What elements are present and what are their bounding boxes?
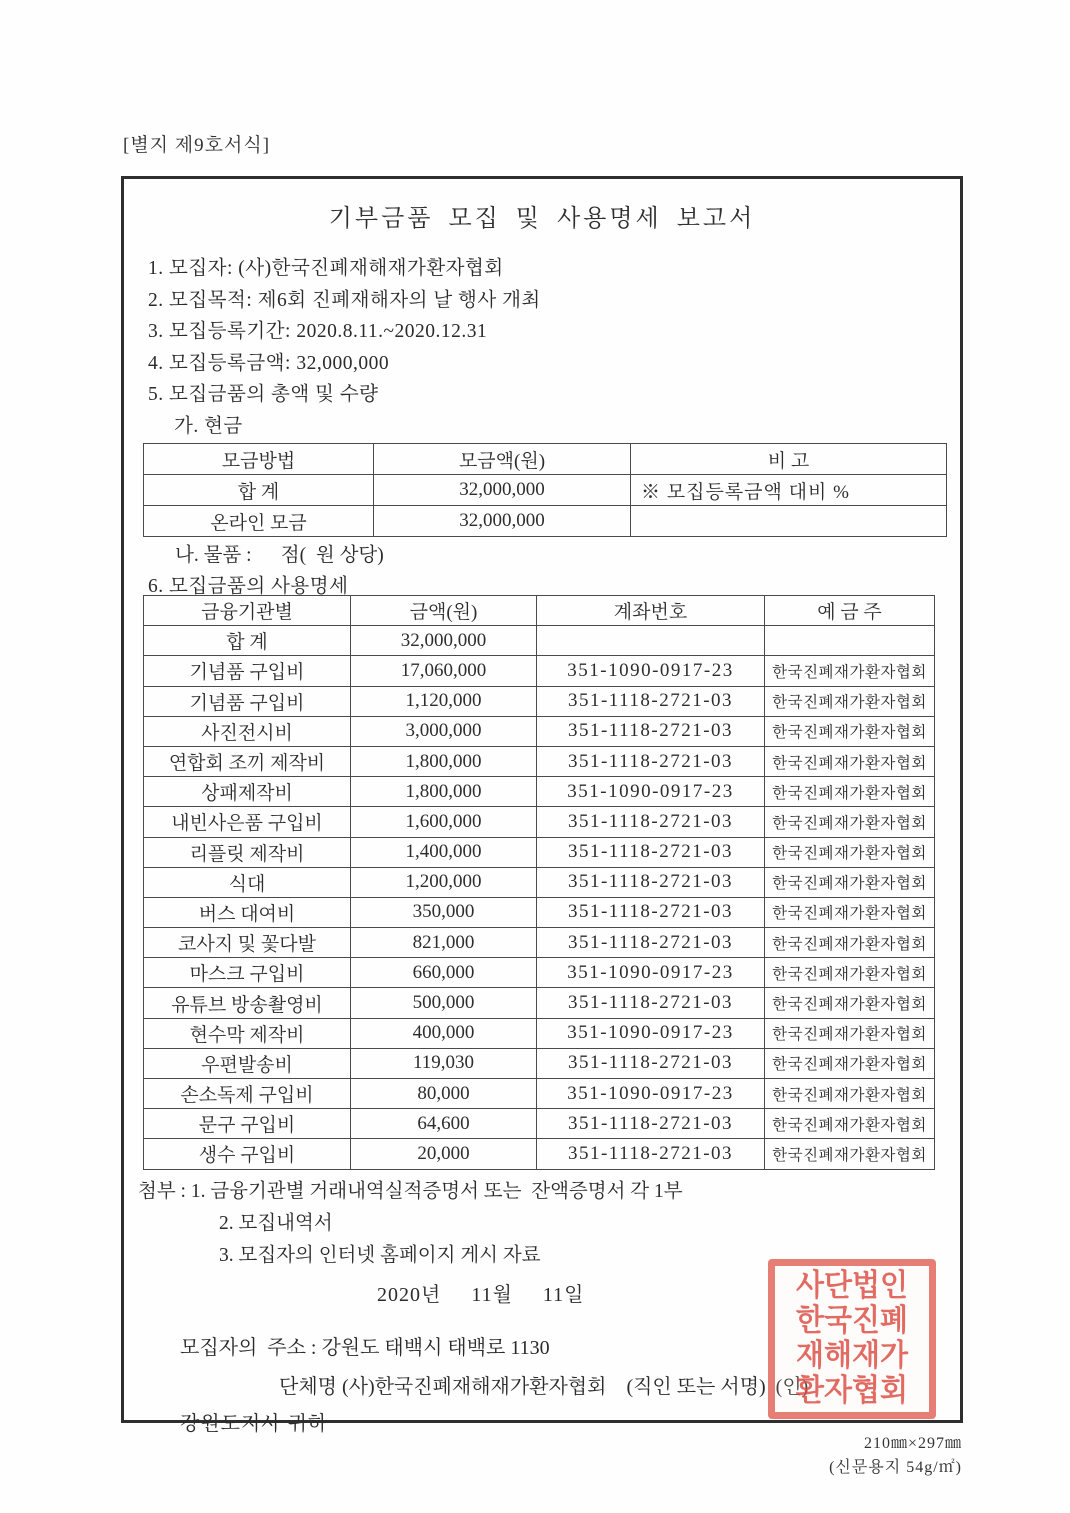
attachment-line-3: 3. 모집자의 인터넷 홈페이지 게시 자료 (219, 1245, 541, 1266)
header-financial-institution: 금융기관별 (144, 596, 351, 626)
recipient-line: 강원도지사 귀하 (180, 1413, 329, 1435)
table-cell: 1,120,000 (351, 686, 537, 716)
organization-seal-stamp (768, 1259, 936, 1419)
table-row (144, 1079, 935, 1109)
table-cell: 351-1118-2721-03 (537, 1048, 765, 1078)
paper-weight: (신문용지 54g/㎡) (829, 1459, 962, 1476)
table-row (144, 988, 935, 1018)
table-cell: 한국진폐재가환자협회 (765, 897, 935, 927)
table-cell: 64,600 (351, 1109, 537, 1139)
seal-text-row: 환자협회 (795, 1374, 909, 1408)
table-cell: 351-1090-0917-23 (537, 656, 765, 686)
table-cell: 합 계 (144, 475, 374, 506)
table-row (144, 686, 935, 716)
table-cell: 한국진폐재가환자협회 (765, 716, 935, 746)
table-cell: 한국진폐재가환자협회 (765, 1139, 935, 1169)
organization-name-line: 단체명 (사)한국진폐재해재가환자협회 (직인 또는 서명) (인) (279, 1376, 809, 1398)
table-cell: 한국진폐재가환자협회 (765, 1079, 935, 1109)
table-cell: 한국진폐재가환자협회 (765, 988, 935, 1018)
table-cell: 1,800,000 (351, 777, 537, 807)
usage-detail-table (143, 595, 935, 1170)
table-cell: 400,000 (351, 1018, 537, 1048)
table-cell: 현수막 제작비 (144, 1018, 351, 1048)
table-cell: 351-1090-0917-23 (537, 958, 765, 988)
table-cell: 사진전시비 (144, 716, 351, 746)
table-cell: 우편발송비 (144, 1048, 351, 1078)
table-cell: 문구 구입비 (144, 1109, 351, 1139)
table-row (144, 777, 935, 807)
cash-collection-table (143, 443, 947, 537)
table-row (144, 626, 935, 656)
table-header-row (144, 596, 935, 626)
header-remarks: 비 고 (631, 444, 947, 475)
seal-text-row: 한국진폐 (795, 1304, 909, 1338)
table-cell: 1,800,000 (351, 746, 537, 776)
attachment-line-1: 첨부 : 1. 금융기관별 거래내역실적증명서 또는 잔액증명서 각 1부 (138, 1181, 683, 1202)
table-cell: 351-1118-2721-03 (537, 686, 765, 716)
table-cell: 351-1118-2721-03 (537, 1109, 765, 1139)
table-cell: 351-1118-2721-03 (537, 716, 765, 746)
numbered-items (148, 253, 541, 442)
table-cell (631, 506, 947, 537)
table-row (144, 475, 947, 506)
table-cell: 한국진폐재가환자협회 (765, 958, 935, 988)
table-cell: 1,400,000 (351, 837, 537, 867)
table-row (144, 1018, 935, 1048)
table-cell (537, 626, 765, 656)
header-account-number: 계좌번호 (537, 596, 765, 626)
table-cell: 119,030 (351, 1048, 537, 1078)
table-cell: 상패제작비 (144, 777, 351, 807)
table-cell: 500,000 (351, 988, 537, 1018)
table-cell: 한국진폐재가환자협회 (765, 656, 935, 686)
table-row (144, 1139, 935, 1169)
document-border-box (121, 176, 963, 1435)
header-account-holder: 예 금 주 (765, 596, 935, 626)
table-cell: 32,000,000 (374, 506, 631, 537)
attachment-line-2: 2. 모집내역서 (219, 1213, 333, 1234)
cash-sub-label: 가. 현금 (174, 415, 243, 437)
table-cell: 식대 (144, 867, 351, 897)
table-cell: 한국진폐재가환자협회 (765, 1018, 935, 1048)
item-registration-period: 3. 모집등록기간: 2020.8.11.~2020.12.31 (148, 321, 488, 342)
table-cell: 한국진폐재가환자협회 (765, 1048, 935, 1078)
table-cell: 생수 구입비 (144, 1139, 351, 1169)
table-cell (765, 626, 935, 656)
document-title: 기부금품 모집 및 사용명세 보고서 (328, 206, 756, 232)
table-cell: 351-1118-2721-03 (537, 807, 765, 837)
table-row (144, 837, 935, 867)
table-cell: 기념품 구입비 (144, 656, 351, 686)
table-cell: 351-1118-2721-03 (537, 837, 765, 867)
attachments-list (138, 1176, 683, 1272)
table-cell: 한국진폐재가환자협회 (765, 867, 935, 897)
table-cell: 351-1118-2721-03 (537, 867, 765, 897)
collector-address: 모집자의 주소 : 강원도 태백시 태백로 1130 (180, 1337, 550, 1359)
table-cell: 1,600,000 (351, 807, 537, 837)
table-cell: 한국진폐재가환자협회 (765, 1109, 935, 1139)
table-cell: 351-1090-0917-23 (537, 1018, 765, 1048)
table-row (144, 656, 935, 686)
table-row (144, 506, 947, 537)
table-row (144, 1109, 935, 1139)
table-header-row (144, 444, 947, 475)
table-cell: 351-1118-2721-03 (537, 897, 765, 927)
table-cell: 유튜브 방송촬영비 (144, 988, 351, 1018)
table-row (144, 1048, 935, 1078)
table-cell: 80,000 (351, 1079, 537, 1109)
table-cell: 합 계 (144, 626, 351, 656)
table-cell: 한국진폐재가환자협회 (765, 928, 935, 958)
table-cell: 351-1118-2721-03 (537, 928, 765, 958)
table-cell: 버스 대여비 (144, 897, 351, 927)
table-cell: 코사지 및 꽃다발 (144, 928, 351, 958)
table-cell: 351-1118-2721-03 (537, 746, 765, 776)
table-row (144, 746, 935, 776)
table-cell: 351-1118-2721-03 (537, 988, 765, 1018)
table-cell: 기념품 구입비 (144, 686, 351, 716)
table-cell: 온라인 모금 (144, 506, 374, 537)
paper-spec-note (829, 1432, 962, 1480)
table-cell: 한국진폐재가환자협회 (765, 746, 935, 776)
table-row (144, 897, 935, 927)
item-purpose: 2. 모집목적: 제6회 진폐재해자의 날 행사 개최 (148, 289, 541, 311)
usage-section-label: 6. 모집금품의 사용명세 (148, 576, 349, 597)
seal-text-row: 재해재가 (795, 1339, 909, 1373)
header-collected-amount: 모금액(원) (374, 444, 631, 475)
table-cell: 351-1118-2721-03 (537, 1139, 765, 1169)
table-cell: 내빈사은품 구입비 (144, 807, 351, 837)
table-cell: 660,000 (351, 958, 537, 988)
table-cell: 3,000,000 (351, 716, 537, 746)
table-cell: 32,000,000 (351, 626, 537, 656)
table-cell: 17,060,000 (351, 656, 537, 686)
item-total-quantity: 5. 모집금품의 총액 및 수량 (148, 384, 379, 405)
seal-text-row: 사단법인 (795, 1269, 909, 1303)
table-cell: ※ 모집등록금액 대비 % (631, 475, 947, 506)
item-registration-amount: 4. 모집등록금액: 32,000,000 (148, 352, 390, 374)
table-cell: 한국진폐재가환자협회 (765, 686, 935, 716)
table-row (144, 928, 935, 958)
table-cell: 한국진폐재가환자협회 (765, 807, 935, 837)
item-collector: 1. 모집자: (사)한국진폐재해재가환자협회 (148, 258, 504, 279)
table-cell: 연합회 조끼 제작비 (144, 746, 351, 776)
report-date: 2020년 11월 11일 (377, 1284, 585, 1306)
table-row (144, 958, 935, 988)
table-cell: 리플릿 제작비 (144, 837, 351, 867)
table-cell: 350,000 (351, 897, 537, 927)
paper-dimensions: 210㎜×297㎜ (863, 1435, 962, 1452)
table-row (144, 807, 935, 837)
table-cell: 마스크 구입비 (144, 958, 351, 988)
goods-sub-label: 나. 물품 : 점( 원 상당) (175, 545, 384, 566)
table-cell: 351-1090-0917-23 (537, 777, 765, 807)
table-cell: 821,000 (351, 928, 537, 958)
table-cell: 1,200,000 (351, 867, 537, 897)
table-cell: 한국진폐재가환자협회 (765, 837, 935, 867)
header-amount: 금액(원) (351, 596, 537, 626)
table-row (144, 867, 935, 897)
form-number-label: [별지 제9호서식] (123, 135, 271, 156)
table-row (144, 716, 935, 746)
table-cell: 32,000,000 (374, 475, 631, 506)
table-cell: 20,000 (351, 1139, 537, 1169)
table-cell: 손소독제 구입비 (144, 1079, 351, 1109)
header-collection-method: 모금방법 (144, 444, 374, 475)
table-cell: 한국진폐재가환자협회 (765, 777, 935, 807)
table-cell: 351-1090-0917-23 (537, 1079, 765, 1109)
